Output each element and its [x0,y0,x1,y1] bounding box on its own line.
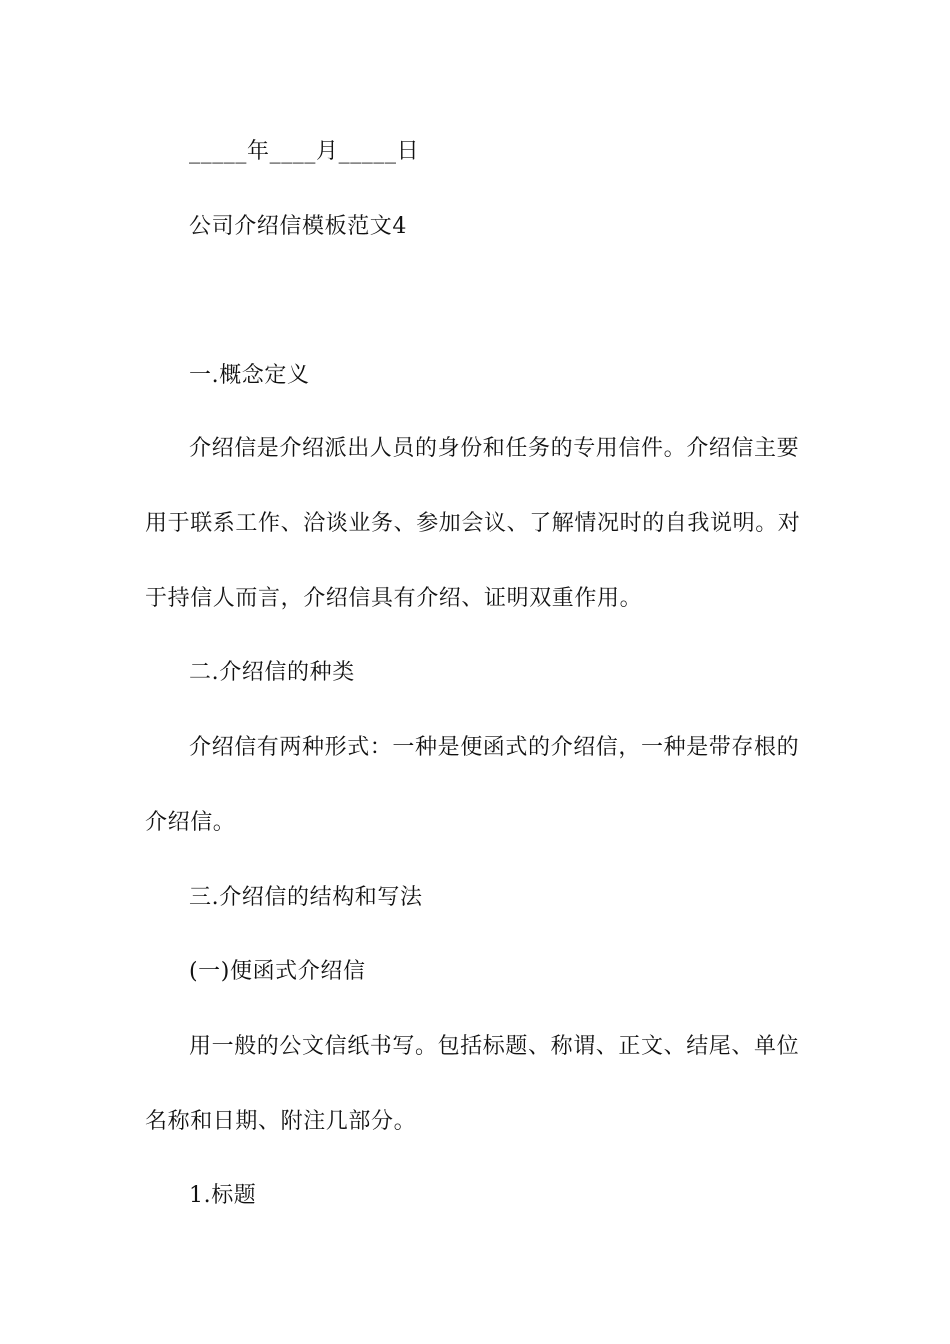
section-title-concept: 一.概念定义 [189,363,310,388]
paragraph-line: 介绍信。 [145,810,236,835]
section-title-structure: 三.介绍信的结构和写法 [189,885,423,910]
paragraph-line: 用一般的公文信纸书写。包括标题、称谓、正文、结尾、单位 [189,1034,800,1059]
date-line: _____年____月_____日 [189,139,420,164]
paragraph-line: 于持信人而言，介绍信具有介绍、证明双重作用。 [145,586,643,611]
paragraph-line: 名称和日期、附注几部分。 [145,1109,417,1134]
numbered-item-title: 1.标题 [189,1183,257,1208]
paragraph-line: 用于联系工作、洽谈业务、参加会议、了解情况时的自我说明。对 [145,511,801,536]
paragraph-line: 介绍信是介绍派出人员的身份和任务的专用信件。介绍信主要 [189,436,800,461]
document-heading: 公司介绍信模板范文4 [189,214,407,239]
subsection-title: (一)便函式介绍信 [189,959,366,984]
paragraph-line: 介绍信有两种形式：一种是便函式的介绍信，一种是带存根的 [189,735,800,760]
section-title-types: 二.介绍信的种类 [189,660,355,685]
